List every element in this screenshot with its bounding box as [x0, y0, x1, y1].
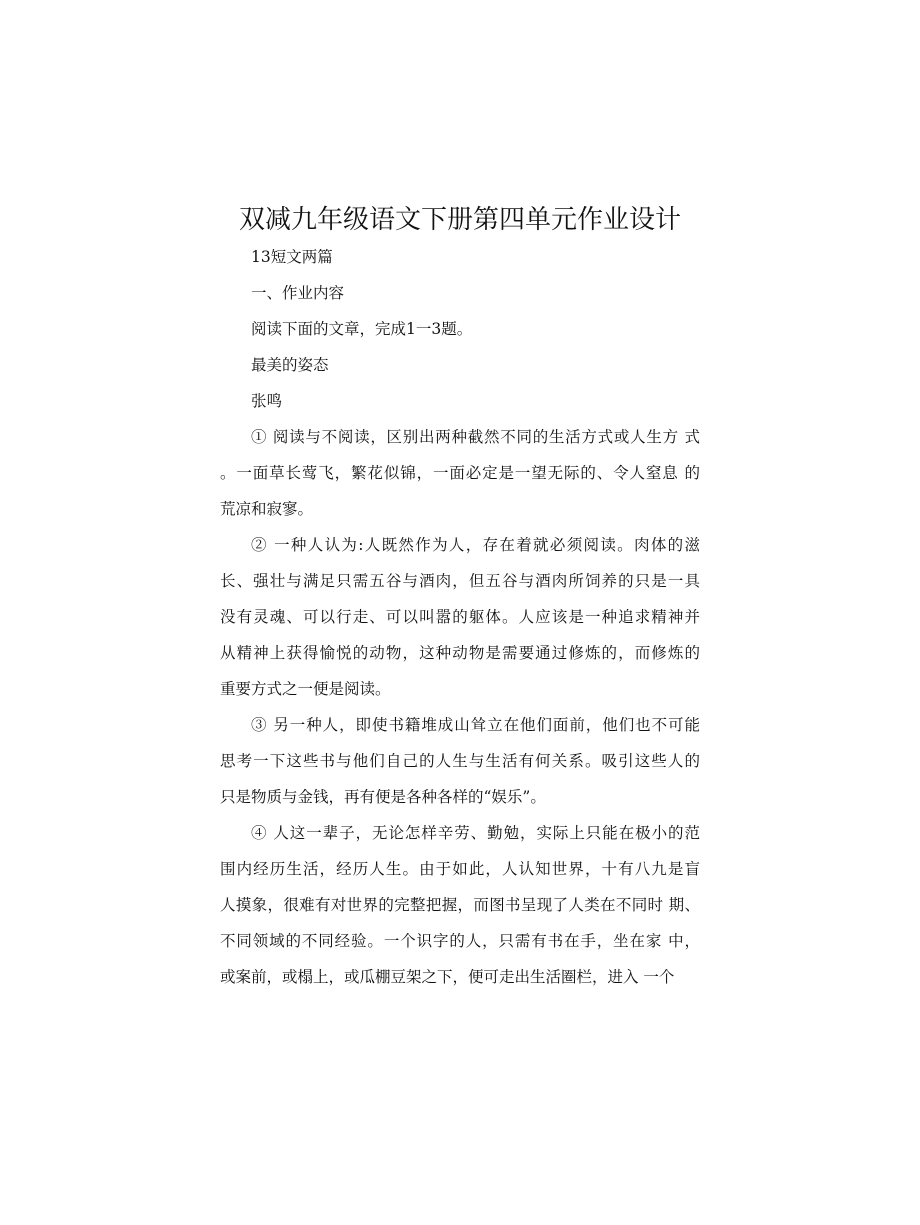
paragraph-line: 不同领域的不同经验。一个识字的人，只需有书在手，坐在家 中， [220, 932, 700, 950]
document-body [220, 239, 700, 995]
article-author: 张鸣 [251, 392, 283, 410]
paragraph-line: 只是物质与金钱，再有便是各种各样的“娱乐”。 [220, 788, 546, 806]
lesson-heading: 13短文两篇 [251, 248, 333, 266]
paragraph-line: 人摸象，很难有对世界的完整把握，而图书呈现了人类在不同时 期、 [220, 896, 700, 914]
paragraph-line: 思考一下这些书与他们自己的人生与生活有何关系。吸引这些人的 [220, 752, 700, 770]
paragraph-line: 围内经历生活，经历人生。由于如此，人认知世界，十有八九是盲 [220, 860, 700, 878]
paragraph-4 [220, 815, 700, 995]
paragraph-line: 荒凉和寂寥。 [220, 500, 314, 518]
paragraph-1 [220, 419, 700, 527]
paragraph-2 [220, 527, 700, 707]
paragraph-line: ① 阅读与不阅读，区别出两种截然不同的生活方式或人生方 式 [251, 428, 700, 446]
paragraph-line: ④ 人这一辈子，无论怎样辛劳、勤勉，实际上只能在极小的范 [251, 824, 700, 842]
section-heading: 一、作业内容 [251, 284, 345, 302]
paragraph-line: ② 一种人认为:人既然作为人，存在着就必须阅读。肉体的滋 [251, 536, 700, 554]
paragraph-3 [220, 707, 700, 815]
paragraph-line: 。一面草长莺飞，繁花似锦，一面必定是一望无际的、令人窒息 的 [220, 464, 700, 482]
paragraph-line: 没有灵魂、可以行走、可以叫嚣的躯体。人应该是一种追求精神并 [220, 608, 700, 626]
article-title: 最美的姿态 [251, 356, 329, 374]
paragraph-line: 或案前，或榻上，或瓜棚豆架之下，便可走出生活圈栏，进入 一个 [220, 968, 675, 986]
paragraph-line: 长、强壮与满足只需五谷与酒肉，但五谷与酒肉所饲养的只是一具 [220, 572, 700, 590]
instruction-text: 阅读下面的文章，完成1一3题。 [251, 320, 473, 338]
document-title: 双减九年级语文下册第四单元作业设计 [238, 205, 681, 235]
paragraph-line: ③ 另一种人，即使书籍堆成山耸立在他们面前，他们也不可能 [251, 716, 700, 734]
paragraph-line: 重要方式之一便是阅读。 [220, 680, 391, 698]
paragraph-line: 从精神上获得愉悦的动物，这种动物是需要通过修炼的，而修炼的 [220, 644, 700, 662]
article-paragraphs [220, 419, 700, 995]
